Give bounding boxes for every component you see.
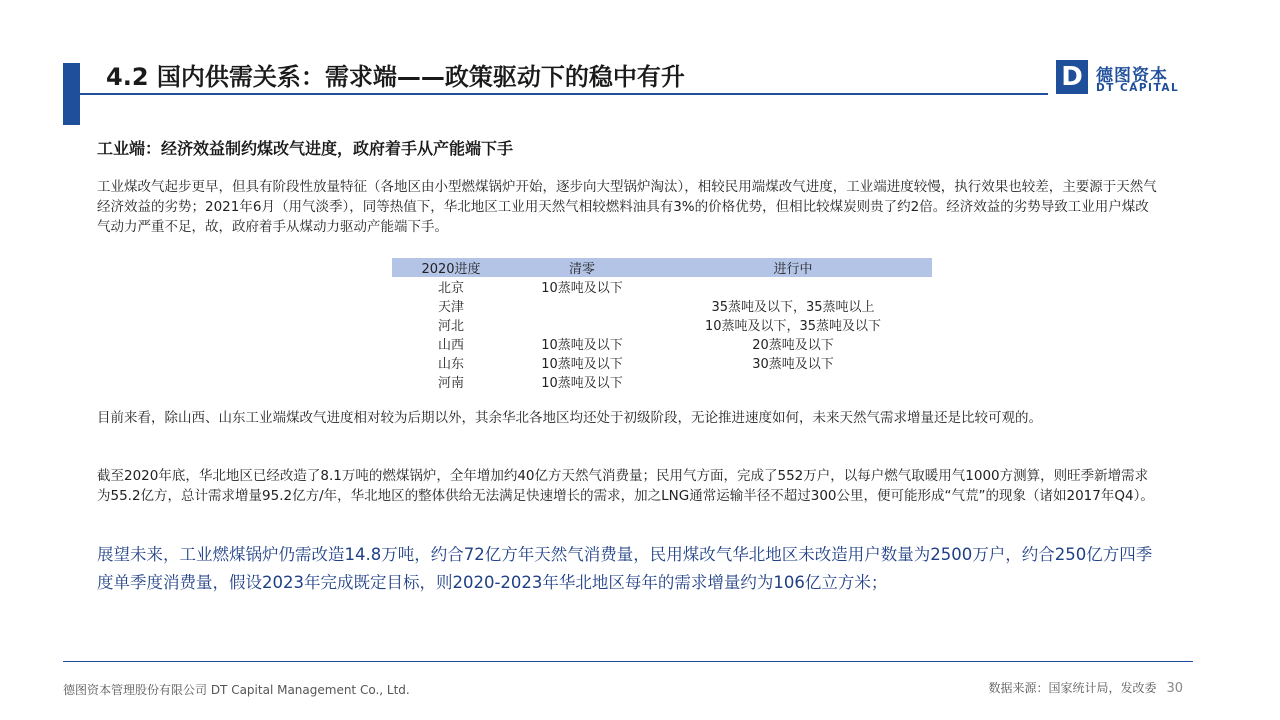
table-header-cell: 清零 — [510, 258, 654, 277]
table-header-cell: 2020进度 — [392, 258, 510, 277]
page-number: 30 — [1166, 681, 1183, 696]
table-cell-cleared: 10蒸吨及以下 — [541, 376, 623, 391]
paragraph-future-outlook: 展望未来，工业燃煤锅炉仍需改造14.8万吨，约合72亿方年天然气消费量，民用煤改气华北地区未改造用户数量为2500万户，约合250亿方四季度单季度消费量，假设2023年完成既定目标，则2020-2023年华北地区每年的需求增量约为106亿立方米； — [97, 545, 1153, 592]
table-cell-in-progress: 10蒸吨及以下，35蒸吨及以下 — [704, 319, 882, 334]
footer-source — [988, 679, 1183, 696]
table-cell-in-progress: 35蒸吨及以下，35蒸吨以上 — [711, 300, 875, 315]
footer-divider — [63, 661, 1193, 662]
table-row — [392, 372, 932, 391]
table-row — [392, 334, 932, 353]
table-cell-in-progress — [654, 372, 932, 391]
title-underline — [80, 93, 1048, 95]
table-cell-region: 山东 — [437, 357, 464, 372]
table-header-row — [392, 258, 932, 277]
table-cell-region: 河南 — [437, 376, 464, 391]
table-cell-region: 河北 — [437, 319, 464, 334]
table-row — [392, 353, 932, 372]
paragraph-2020-status: 截至2020年底，华北地区已经改造了8.1万吨的燃煤锅炉，全年增加约40亿方天然气消费量；民用气方面，完成了552万户，以每户燃气取暖用气1000方测算，则旺季新增需求为55.2亿方，总计需求增量95.2亿方/年，华北地区的整体供给无法满足快速增长的需求，加之LNG通常运输半径不超过300公里，便可能形成“气荒”的现象（诸如2017年Q4）。 — [97, 468, 1154, 504]
table-header-cell: 进行中 — [654, 258, 932, 277]
table-cell-region: 天津 — [437, 300, 464, 315]
table-cell-cleared — [510, 296, 654, 315]
table-cell-region: 北京 — [437, 281, 464, 296]
paragraph-outlook-summary: 目前来看，除山西、山东工业端煤改气进度相对较为后期以外，其余华北各地区均还处于初级阶段，无论推进速度如何，未来天然气需求增量还是比较可观的。 — [97, 410, 1042, 426]
section-subheading: 工业端：经济效益制约煤改气进度，政府着手从产能端下手 — [97, 139, 514, 158]
table-row — [392, 315, 932, 334]
title-accent-bar — [63, 63, 80, 125]
table-cell-in-progress: 30蒸吨及以下 — [752, 357, 834, 372]
table-row — [392, 296, 932, 315]
table-cell-cleared — [510, 315, 654, 334]
data-source-text: 数据来源：国家统计局，发改委 — [988, 681, 1157, 695]
table-cell-in-progress: 20蒸吨及以下 — [752, 338, 834, 353]
progress-table — [392, 258, 932, 391]
footer-company: 德图资本管理股份有限公司 DT Capital Management Co., Ltd. — [63, 683, 410, 697]
dt-capital-logo — [1056, 60, 1186, 100]
logo-chinese-name: 德图资本 — [1096, 66, 1168, 86]
paragraph-industrial-progress: 工业煤改气起步更早，但具有阶段性放量特征（各地区由小型燃煤锅炉开始，逐步向大型锅炉淘汰），相较民用端煤改气进度，工业端进度较慢，执行效果也较差，主要源于天然气经济效益的劣势；2021年6月（用气淡季），同等热值下，华北地区工业用天然气相较燃料油具有3%的价格优势，但相比较煤炭则贵了约2倍。经济效益的劣势导致工业用户煤改气动力严重不足，故，政府着手从煤动力驱动产能端下手。 — [97, 179, 1157, 235]
page-title: 4.2 国内供需关系：需求端——政策驱动下的稳中有升 — [106, 63, 685, 91]
table-cell-cleared: 10蒸吨及以下 — [541, 357, 623, 372]
table-row — [392, 277, 932, 296]
table-cell-cleared: 10蒸吨及以下 — [541, 281, 623, 296]
table-cell-region: 山西 — [437, 338, 464, 353]
table-cell-cleared: 10蒸吨及以下 — [541, 338, 623, 353]
logo-english-name: DT CAPITAL — [1096, 82, 1180, 94]
logo-mark-icon: D — [1056, 60, 1088, 94]
table-cell-in-progress — [654, 277, 932, 296]
